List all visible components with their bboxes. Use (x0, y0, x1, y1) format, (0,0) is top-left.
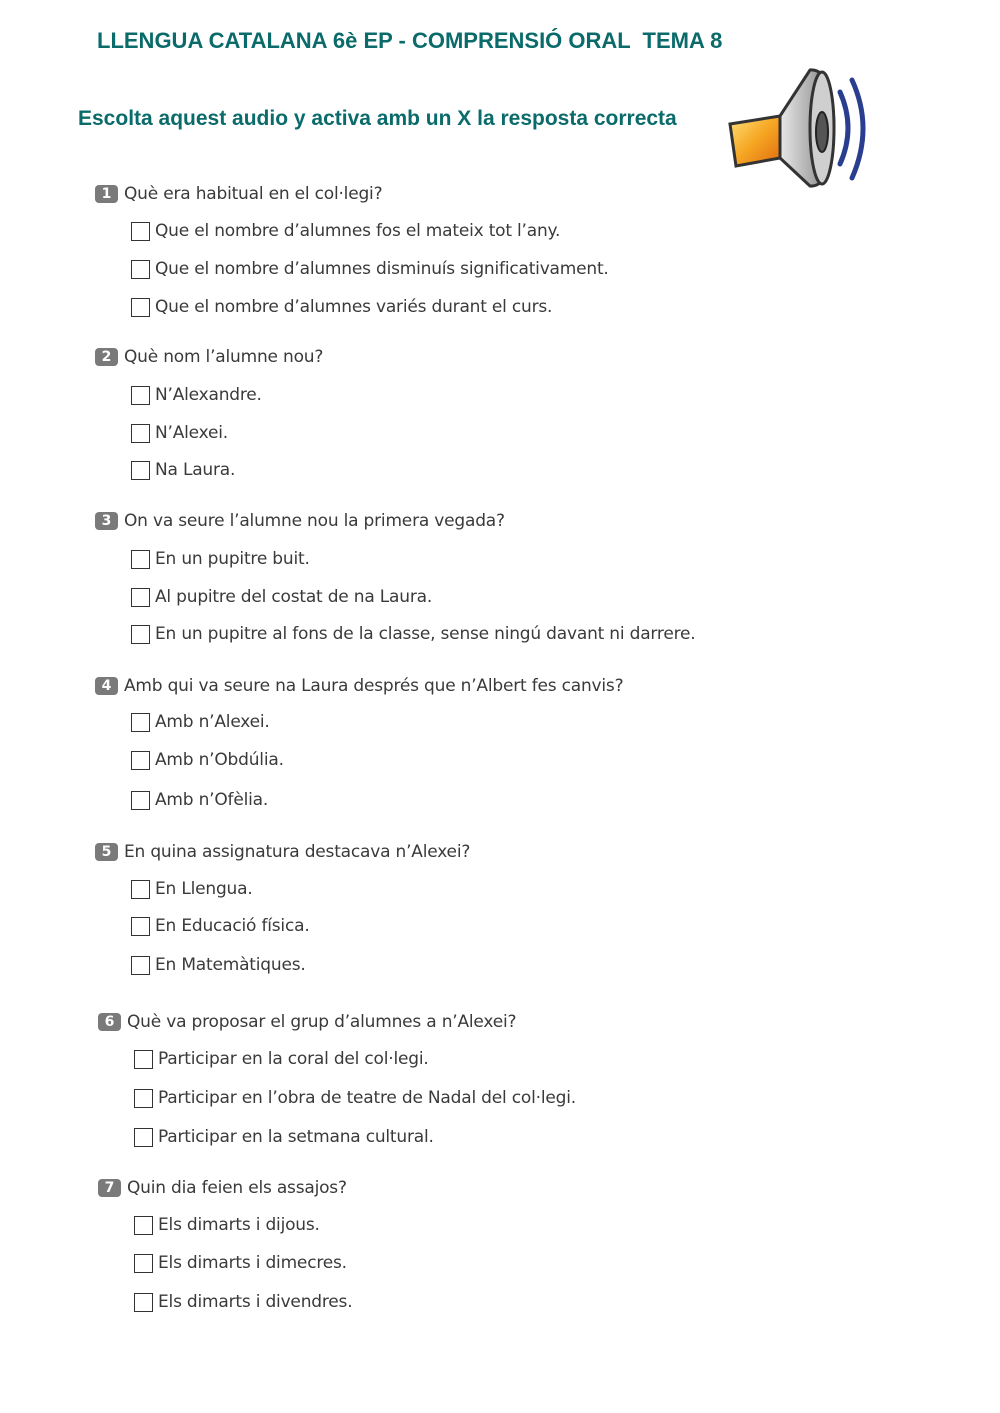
question-text: Què nom l’alumne nou? (124, 347, 324, 367)
answer-text: En Llengua. (155, 879, 253, 899)
page-title: LLENGUA CATALANA 6è EP - COMPRENSIÓ ORAL TEMA 8 (97, 28, 723, 53)
question-number-badge: 1 (95, 185, 118, 203)
answer-option[interactable] (131, 953, 306, 977)
answer-text: En Matemàtiques. (155, 955, 306, 975)
answer-checkbox[interactable] (134, 1089, 153, 1108)
question-4 (95, 675, 624, 810)
answer-option[interactable] (134, 1290, 352, 1314)
question-text: En quina assignatura destacava n’Alexei? (124, 842, 471, 862)
question-3 (95, 510, 696, 644)
answer-text: Els dimarts i dijous. (158, 1215, 320, 1235)
question-text: Què va proposar el grup d’alumnes a n’Alexei? (127, 1012, 517, 1032)
answer-option[interactable] (131, 710, 270, 734)
answer-option[interactable] (134, 1086, 576, 1110)
speaker-icon[interactable] (722, 62, 882, 192)
answer-text: Que el nombre d’alumnes fos el mateix tot l’any. (155, 221, 561, 241)
answer-checkbox[interactable] (131, 424, 150, 443)
question-number-badge: 3 (95, 512, 118, 530)
answer-option[interactable] (134, 1251, 347, 1275)
answer-checkbox[interactable] (131, 222, 150, 241)
question-text: Amb qui va seure na Laura després que n’Albert fes canvis? (124, 676, 624, 696)
answer-checkbox[interactable] (131, 461, 150, 480)
question-number-badge: 7 (98, 1179, 121, 1197)
question-number-badge: 6 (98, 1013, 121, 1031)
answer-text: Amb n’Obdúlia. (155, 750, 284, 770)
answer-option[interactable] (134, 1047, 429, 1071)
answer-text: Els dimarts i divendres. (158, 1292, 353, 1312)
question-1 (95, 183, 609, 317)
question-number-badge: 4 (95, 677, 118, 695)
answer-checkbox[interactable] (131, 880, 150, 899)
answer-text: N’Alexandre. (155, 385, 262, 405)
answer-checkbox[interactable] (131, 588, 150, 607)
answer-checkbox[interactable] (131, 298, 150, 317)
answer-checkbox[interactable] (134, 1050, 153, 1069)
answer-text: Al pupitre del costat de na Laura. (155, 587, 433, 607)
answer-text: Participar en la coral del col·legi. (158, 1049, 429, 1069)
answer-option[interactable] (131, 421, 228, 445)
answer-option[interactable] (131, 877, 253, 901)
answer-checkbox[interactable] (131, 260, 150, 279)
answer-option[interactable] (131, 257, 609, 281)
answer-text: Amb n’Alexei. (155, 712, 270, 732)
answer-text: Els dimarts i dimecres. (158, 1253, 347, 1273)
answer-text: Na Laura. (155, 460, 236, 480)
instruction-text: Escolta aquest audio y activa amb un X la resposta correcta (78, 107, 677, 130)
answer-option[interactable] (131, 547, 310, 571)
question-text: Què era habitual en el col·legi? (124, 184, 383, 204)
answer-checkbox[interactable] (134, 1254, 153, 1273)
answer-text: Amb n’Ofèlia. (155, 790, 269, 810)
answer-checkbox[interactable] (131, 713, 150, 732)
answer-option[interactable] (131, 585, 432, 609)
answer-option[interactable] (131, 788, 268, 812)
question-5 (95, 841, 471, 975)
answer-checkbox[interactable] (131, 751, 150, 770)
answer-option[interactable] (131, 295, 552, 319)
question-number-badge: 2 (95, 348, 118, 366)
answer-checkbox[interactable] (131, 625, 150, 644)
answer-option[interactable] (134, 1125, 434, 1149)
answer-option[interactable] (131, 383, 262, 407)
answer-option[interactable] (131, 458, 235, 482)
answer-checkbox[interactable] (131, 550, 150, 569)
answer-text: Participar en la setmana cultural. (158, 1127, 434, 1147)
answer-option[interactable] (131, 914, 310, 938)
answer-text: Que el nombre d’alumnes disminuís significativament. (155, 259, 609, 279)
question-7 (98, 1177, 353, 1312)
answer-text: En un pupitre al fons de la classe, sense ningú davant ni darrere. (155, 624, 696, 644)
answer-checkbox[interactable] (131, 791, 150, 810)
question-text: Quin dia feien els assajos? (127, 1178, 347, 1198)
question-6 (98, 1011, 576, 1147)
answer-text: N’Alexei. (155, 423, 228, 443)
answer-text: Que el nombre d’alumnes variés durant el curs. (155, 297, 553, 317)
question-text: On va seure l’alumne nou la primera vegada? (124, 511, 505, 531)
answer-option[interactable] (131, 219, 560, 243)
answer-checkbox[interactable] (134, 1128, 153, 1147)
answer-option[interactable] (131, 622, 695, 646)
answer-checkbox[interactable] (131, 386, 150, 405)
answer-checkbox[interactable] (134, 1216, 153, 1235)
answer-text: Participar en l’obra de teatre de Nadal del col·legi. (158, 1088, 576, 1108)
answer-checkbox[interactable] (134, 1293, 153, 1312)
answer-option[interactable] (134, 1213, 320, 1237)
question-number-badge: 5 (95, 843, 118, 861)
answer-option[interactable] (131, 748, 284, 772)
answer-text: En un pupitre buit. (155, 549, 310, 569)
answer-checkbox[interactable] (131, 917, 150, 936)
question-2 (95, 346, 324, 480)
answer-checkbox[interactable] (131, 956, 150, 975)
answer-text: En Educació física. (155, 916, 310, 936)
